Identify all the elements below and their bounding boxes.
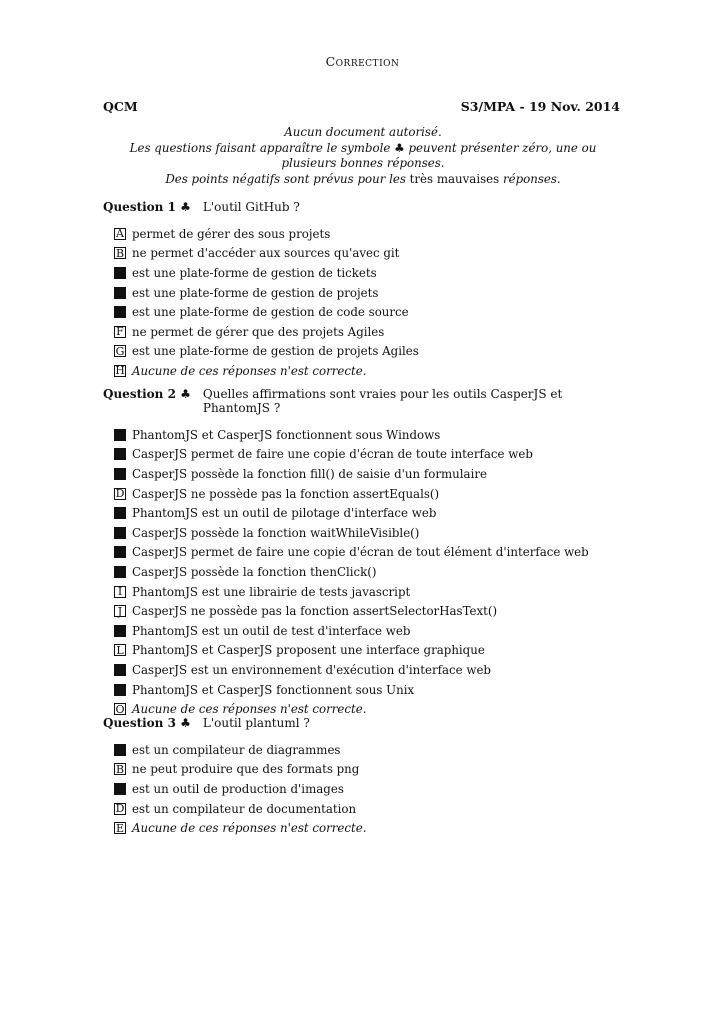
answer-option xyxy=(114,740,623,760)
answer-text: est une plate-forme de gestion de code source xyxy=(132,305,409,320)
answer-text: est une plate-forme de gestion de projets Agiles xyxy=(132,344,419,359)
answer-text: est un compilateur de diagrammes xyxy=(132,742,341,757)
answer-letter-box[interactable]: G xyxy=(115,344,125,358)
answer-list xyxy=(114,425,623,719)
instructions-line-3a: Des points négatifs sont prévus pour les xyxy=(165,171,410,186)
question-text: L'outil GitHub ? xyxy=(202,200,300,214)
answer-text: ne permet d'accéder aux sources qu'avec git xyxy=(132,246,400,261)
answer-list xyxy=(114,224,623,381)
answer-letter-box[interactable]: J xyxy=(114,605,126,617)
answer-option xyxy=(114,484,623,504)
question-2 xyxy=(103,387,623,719)
checked-box-icon[interactable] xyxy=(114,429,126,441)
answer-letter-box[interactable]: D xyxy=(115,487,125,501)
answer-option xyxy=(114,799,623,819)
answer-text: Aucune de ces réponses n'est correcte. xyxy=(132,821,367,836)
club-icon: ♣ xyxy=(394,140,405,155)
answer-letter-box[interactable]: A xyxy=(114,228,126,240)
answer-text: CasperJS possède la fonction fill() de saisie d'un formulaire xyxy=(132,466,487,481)
checked-box-icon[interactable] xyxy=(114,566,126,578)
answer-option xyxy=(114,543,623,563)
checked-box-icon[interactable] xyxy=(114,684,126,696)
answer-text: PhantomJS est un outil de test d'interface web xyxy=(132,623,411,638)
question-label: Question 1 ♣ xyxy=(103,200,191,214)
checked-box-icon[interactable] xyxy=(114,744,126,756)
answer-text: CasperJS permet de faire une copie d'écran de toute interface web xyxy=(132,447,533,462)
header-row xyxy=(103,99,620,114)
answer-option xyxy=(114,322,623,342)
question-header xyxy=(103,200,623,214)
instructions xyxy=(108,125,618,187)
answer-letter-box[interactable]: B xyxy=(115,246,125,260)
answer-text: CasperJS ne possède pas la fonction assertEquals() xyxy=(132,486,440,501)
answer-text: PhantomJS et CasperJS fonctionnent sous Windows xyxy=(132,427,441,442)
instructions-line-2 xyxy=(108,141,618,172)
answer-text: est une plate-forme de gestion de projets xyxy=(132,285,379,300)
answer-option xyxy=(114,224,623,244)
answer-text: est un compilateur de documentation xyxy=(132,801,357,816)
answer-option xyxy=(114,621,623,641)
instructions-line-2a: Les questions faisant apparaître le symbole xyxy=(129,140,395,155)
answer-option xyxy=(114,342,623,362)
answer-option xyxy=(114,562,623,582)
answer-option xyxy=(114,361,623,381)
answer-text: Aucune de ces réponses n'est correcte. xyxy=(132,702,367,717)
question-header xyxy=(103,716,623,730)
question-label: Question 3 ♣ xyxy=(103,716,191,730)
page-title: Correction xyxy=(325,54,400,69)
answer-text: PhantomJS et CasperJS proposent une interface graphique xyxy=(132,643,485,658)
question-label: Question 2 ♣ xyxy=(103,387,191,401)
answer-option xyxy=(114,660,623,680)
answer-letter-box[interactable]: O xyxy=(115,702,125,716)
answer-option xyxy=(114,503,623,523)
answer-text: est un outil de production d'images xyxy=(132,781,344,796)
instructions-line-2b: peuvent présenter zéro, une ou plusieurs bonnes réponses. xyxy=(281,140,597,170)
header-left: QCM xyxy=(103,99,138,114)
answer-letter-box[interactable]: L xyxy=(114,644,126,656)
checked-box-icon[interactable] xyxy=(114,468,126,480)
checked-box-icon[interactable] xyxy=(114,783,126,795)
answer-letter-box[interactable]: I xyxy=(114,586,126,598)
answer-list xyxy=(114,740,623,838)
answer-text: CasperJS permet de faire une copie d'écran de tout élément d'interface web xyxy=(132,545,589,560)
answer-letter-box[interactable]: B xyxy=(115,762,125,776)
answer-text: PhantomJS est un outil de pilotage d'interface web xyxy=(132,506,437,521)
answer-option xyxy=(114,601,623,621)
checked-box-icon[interactable] xyxy=(114,527,126,539)
question-1 xyxy=(103,200,623,381)
answer-option xyxy=(114,425,623,445)
checked-box-icon[interactable] xyxy=(114,664,126,676)
answer-text: PhantomJS et CasperJS fonctionnent sous Unix xyxy=(132,682,415,697)
answer-option xyxy=(114,263,623,283)
checked-box-icon[interactable] xyxy=(114,267,126,279)
answer-option xyxy=(114,818,623,838)
answer-option xyxy=(114,680,623,700)
answer-letter-box[interactable]: H xyxy=(115,364,125,378)
instructions-line-3 xyxy=(108,172,618,188)
answer-letter-box[interactable]: D xyxy=(115,802,125,816)
checked-box-icon[interactable] xyxy=(114,306,126,318)
answer-option xyxy=(114,302,623,322)
answer-text: Aucune de ces réponses n'est correcte. xyxy=(132,363,367,378)
instructions-line-1: Aucun document autorisé. xyxy=(284,125,442,139)
answer-option xyxy=(114,760,623,780)
answer-text: CasperJS ne possède pas la fonction assertSelectorHasText() xyxy=(132,604,498,619)
answer-option xyxy=(114,445,623,465)
question-header xyxy=(103,387,623,415)
checked-box-icon[interactable] xyxy=(114,287,126,299)
header-right: S3/MPA - 19 Nov. 2014 xyxy=(460,99,620,114)
answer-option xyxy=(114,244,623,264)
answer-text: CasperJS possède la fonction waitWhileVisible() xyxy=(132,525,420,540)
answer-text: permet de gérer des sous projets xyxy=(132,226,331,241)
checked-box-icon[interactable] xyxy=(114,448,126,460)
checked-box-icon[interactable] xyxy=(114,546,126,558)
answer-option xyxy=(114,582,623,602)
answer-letter-box[interactable]: F xyxy=(114,326,126,338)
answer-text: PhantomJS est une librairie de tests javascript xyxy=(132,584,411,599)
answer-text: CasperJS est un environnement d'exécution d'interface web xyxy=(132,662,491,677)
answer-text: ne permet de gérer que des projets Agiles xyxy=(132,324,385,339)
instructions-line-3c: réponses. xyxy=(499,171,561,186)
answer-text: est une plate-forme de gestion de tickets xyxy=(132,265,377,280)
answer-text: ne peut produire que des formats png xyxy=(132,762,360,777)
question-text: L'outil plantuml ? xyxy=(202,716,310,730)
answer-option xyxy=(114,641,623,661)
question-3 xyxy=(103,716,623,838)
checked-box-icon[interactable] xyxy=(114,625,126,637)
answer-text: CasperJS possède la fonction thenClick() xyxy=(132,564,377,579)
question-text: Quelles affirmations sont vraies pour les outils CasperJS et PhantomJS ? xyxy=(202,387,563,415)
checked-box-icon[interactable] xyxy=(114,507,126,519)
answer-option xyxy=(114,464,623,484)
answer-option xyxy=(114,779,623,799)
instructions-line-3b: très mauvaises xyxy=(409,171,500,186)
answer-option xyxy=(114,523,623,543)
answer-letter-box[interactable]: E xyxy=(115,821,125,835)
answer-option xyxy=(114,283,623,303)
